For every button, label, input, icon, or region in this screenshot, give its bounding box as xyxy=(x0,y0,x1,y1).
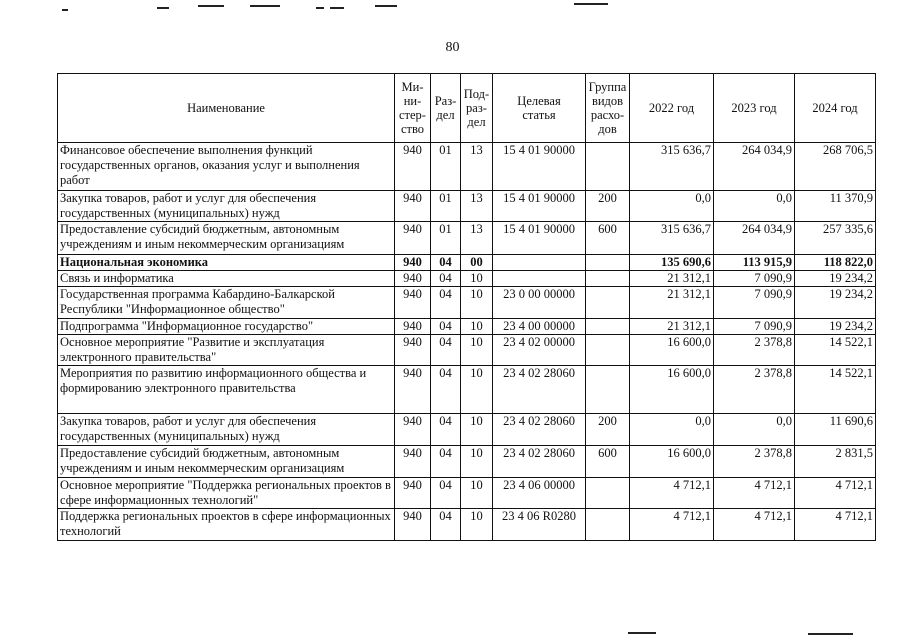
row-subsection: 10 xyxy=(461,478,493,509)
row-name: Закупка товаров, работ и услуг для обеспечения государственных (муниципальных) нужд xyxy=(58,191,395,222)
scan-mark xyxy=(316,7,324,9)
row-article: 23 4 00 00000 xyxy=(493,319,586,335)
scan-mark xyxy=(628,632,656,634)
row-ministry: 940 xyxy=(395,446,431,478)
header-year-2022: 2022 год xyxy=(630,74,714,143)
header-year-2024: 2024 год xyxy=(795,74,876,143)
table-row xyxy=(58,271,876,287)
row-value-2024: 11 690,6 xyxy=(795,414,876,446)
row-value-2024: 19 234,2 xyxy=(795,287,876,319)
header-section: Раз- дел xyxy=(431,74,461,143)
row-section: 04 xyxy=(431,366,461,414)
row-name: Финансовое обеспечение выполнения функций государственных органов, оказания услуг и выполнения работ xyxy=(58,143,395,191)
row-expense-group: 200 xyxy=(586,414,630,446)
row-value-2022: 315 636,7 xyxy=(630,143,714,191)
row-subsection: 10 xyxy=(461,335,493,366)
row-value-2024: 4 712,1 xyxy=(795,478,876,509)
row-value-2022: 21 312,1 xyxy=(630,319,714,335)
row-section: 04 xyxy=(431,287,461,319)
row-name: Мероприятия по развитию информационного общества и формированию электронного правительства xyxy=(58,366,395,414)
row-name: Основное мероприятие "Поддержка региональных проектов в сфере информационных технологий" xyxy=(58,478,395,509)
row-value-2024: 268 706,5 xyxy=(795,143,876,191)
table-row xyxy=(58,222,876,255)
table-row xyxy=(58,191,876,222)
row-ministry: 940 xyxy=(395,414,431,446)
row-subsection: 10 xyxy=(461,446,493,478)
row-section: 04 xyxy=(431,271,461,287)
scan-mark xyxy=(198,5,224,7)
row-ministry: 940 xyxy=(395,509,431,541)
row-value-2024: 14 522,1 xyxy=(795,366,876,414)
row-value-2024: 257 335,6 xyxy=(795,222,876,255)
row-value-2022: 315 636,7 xyxy=(630,222,714,255)
row-value-2024: 118 822,0 xyxy=(795,255,876,271)
row-value-2023: 7 090,9 xyxy=(714,271,795,287)
row-expense-group xyxy=(586,319,630,335)
row-subsection: 13 xyxy=(461,143,493,191)
row-value-2022: 4 712,1 xyxy=(630,478,714,509)
row-section: 04 xyxy=(431,478,461,509)
row-name: Предоставление субсидий бюджетным, автономным учреждениям и иным некоммерческим организациям xyxy=(58,446,395,478)
row-value-2023: 2 378,8 xyxy=(714,366,795,414)
row-section: 04 xyxy=(431,414,461,446)
table-body xyxy=(58,143,876,541)
row-subsection: 10 xyxy=(461,319,493,335)
row-ministry: 940 xyxy=(395,335,431,366)
scan-mark xyxy=(808,633,853,635)
row-section: 04 xyxy=(431,255,461,271)
row-value-2023: 2 378,8 xyxy=(714,446,795,478)
scan-mark xyxy=(250,5,280,7)
row-value-2022: 16 600,0 xyxy=(630,366,714,414)
row-article: 23 4 02 28060 xyxy=(493,446,586,478)
row-value-2024: 4 712,1 xyxy=(795,509,876,541)
row-subsection: 10 xyxy=(461,366,493,414)
row-value-2022: 0,0 xyxy=(630,414,714,446)
header-year-2023: 2023 год xyxy=(714,74,795,143)
scan-mark xyxy=(574,3,608,5)
scan-mark xyxy=(330,7,344,9)
row-value-2023: 7 090,9 xyxy=(714,287,795,319)
header-expense-group: Группа видов расхо- дов xyxy=(586,74,630,143)
row-value-2022: 16 600,0 xyxy=(630,335,714,366)
row-expense-group xyxy=(586,509,630,541)
row-article: 23 4 02 00000 xyxy=(493,335,586,366)
row-name: Предоставление субсидий бюджетным, автономным учреждениям и иным некоммерческим организациям xyxy=(58,222,395,255)
row-value-2024: 14 522,1 xyxy=(795,335,876,366)
row-subsection: 10 xyxy=(461,414,493,446)
row-value-2022: 0,0 xyxy=(630,191,714,222)
header-article: Целевая статья xyxy=(493,74,586,143)
row-expense-group xyxy=(586,478,630,509)
row-article: 23 0 00 00000 xyxy=(493,287,586,319)
row-article: 23 4 06 R0280 xyxy=(493,509,586,541)
row-value-2024: 19 234,2 xyxy=(795,271,876,287)
row-subsection: 10 xyxy=(461,509,493,541)
row-section: 01 xyxy=(431,143,461,191)
row-article xyxy=(493,271,586,287)
row-ministry: 940 xyxy=(395,478,431,509)
row-article: 15 4 01 90000 xyxy=(493,143,586,191)
row-section: 04 xyxy=(431,319,461,335)
row-name: Связь и информатика xyxy=(58,271,395,287)
row-subsection: 13 xyxy=(461,222,493,255)
header-subsection: Под- раз- дел xyxy=(461,74,493,143)
row-section: 04 xyxy=(431,335,461,366)
row-value-2024: 11 370,9 xyxy=(795,191,876,222)
row-name: Закупка товаров, работ и услуг для обеспечения государственных (муниципальных) нужд xyxy=(58,414,395,446)
row-value-2023: 0,0 xyxy=(714,191,795,222)
row-ministry: 940 xyxy=(395,271,431,287)
table-row xyxy=(58,319,876,335)
scan-mark xyxy=(157,7,169,9)
scan-mark xyxy=(375,5,397,7)
row-article: 15 4 01 90000 xyxy=(493,222,586,255)
row-ministry: 940 xyxy=(395,222,431,255)
row-value-2023: 7 090,9 xyxy=(714,319,795,335)
row-subsection: 00 xyxy=(461,255,493,271)
page-number: 80 xyxy=(445,40,460,55)
row-value-2022: 21 312,1 xyxy=(630,271,714,287)
row-value-2023: 0,0 xyxy=(714,414,795,446)
row-ministry: 940 xyxy=(395,287,431,319)
table-row xyxy=(58,509,876,541)
header-ministry: Ми- ни- стер- ство xyxy=(395,74,431,143)
row-subsection: 13 xyxy=(461,191,493,222)
row-ministry: 940 xyxy=(395,191,431,222)
table-row xyxy=(58,287,876,319)
budget-table xyxy=(57,73,876,541)
row-name: Подпрограмма "Информационное государство" xyxy=(58,319,395,335)
row-value-2023: 4 712,1 xyxy=(714,478,795,509)
table-row xyxy=(58,255,876,271)
row-expense-group xyxy=(586,366,630,414)
row-ministry: 940 xyxy=(395,319,431,335)
row-expense-group xyxy=(586,143,630,191)
row-article: 23 4 02 28060 xyxy=(493,414,586,446)
row-section: 01 xyxy=(431,191,461,222)
scan-mark xyxy=(62,9,68,11)
row-value-2023: 2 378,8 xyxy=(714,335,795,366)
row-value-2022: 16 600,0 xyxy=(630,446,714,478)
row-ministry: 940 xyxy=(395,143,431,191)
row-value-2022: 135 690,6 xyxy=(630,255,714,271)
row-section: 04 xyxy=(431,509,461,541)
row-name: Государственная программа Кабардино-Балкарской Республики "Информационное общество" xyxy=(58,287,395,319)
table-row xyxy=(58,366,876,414)
header-name: Наименование xyxy=(58,74,395,143)
row-ministry: 940 xyxy=(395,366,431,414)
row-subsection: 10 xyxy=(461,287,493,319)
table-row xyxy=(58,143,876,191)
row-expense-group: 600 xyxy=(586,446,630,478)
row-name: Основное мероприятие "Развитие и эксплуатация электронного правительства" xyxy=(58,335,395,366)
row-value-2023: 113 915,9 xyxy=(714,255,795,271)
row-expense-group xyxy=(586,271,630,287)
row-expense-group: 200 xyxy=(586,191,630,222)
row-expense-group xyxy=(586,335,630,366)
table-row xyxy=(58,446,876,478)
row-value-2023: 264 034,9 xyxy=(714,143,795,191)
row-value-2022: 21 312,1 xyxy=(630,287,714,319)
row-ministry: 940 xyxy=(395,255,431,271)
row-value-2022: 4 712,1 xyxy=(630,509,714,541)
row-expense-group xyxy=(586,255,630,271)
row-article: 23 4 06 00000 xyxy=(493,478,586,509)
row-section: 04 xyxy=(431,446,461,478)
row-value-2024: 2 831,5 xyxy=(795,446,876,478)
row-expense-group xyxy=(586,287,630,319)
row-value-2023: 4 712,1 xyxy=(714,509,795,541)
row-article: 23 4 02 28060 xyxy=(493,366,586,414)
row-article: 15 4 01 90000 xyxy=(493,191,586,222)
table-row xyxy=(58,414,876,446)
row-subsection: 10 xyxy=(461,271,493,287)
table-row xyxy=(58,478,876,509)
table-row xyxy=(58,335,876,366)
row-section: 01 xyxy=(431,222,461,255)
row-name: Национальная экономика xyxy=(58,255,395,271)
row-value-2024: 19 234,2 xyxy=(795,319,876,335)
row-expense-group: 600 xyxy=(586,222,630,255)
row-value-2023: 264 034,9 xyxy=(714,222,795,255)
table-header xyxy=(58,74,876,143)
row-article xyxy=(493,255,586,271)
row-name: Поддержка региональных проектов в сфере информационных технологий xyxy=(58,509,395,541)
